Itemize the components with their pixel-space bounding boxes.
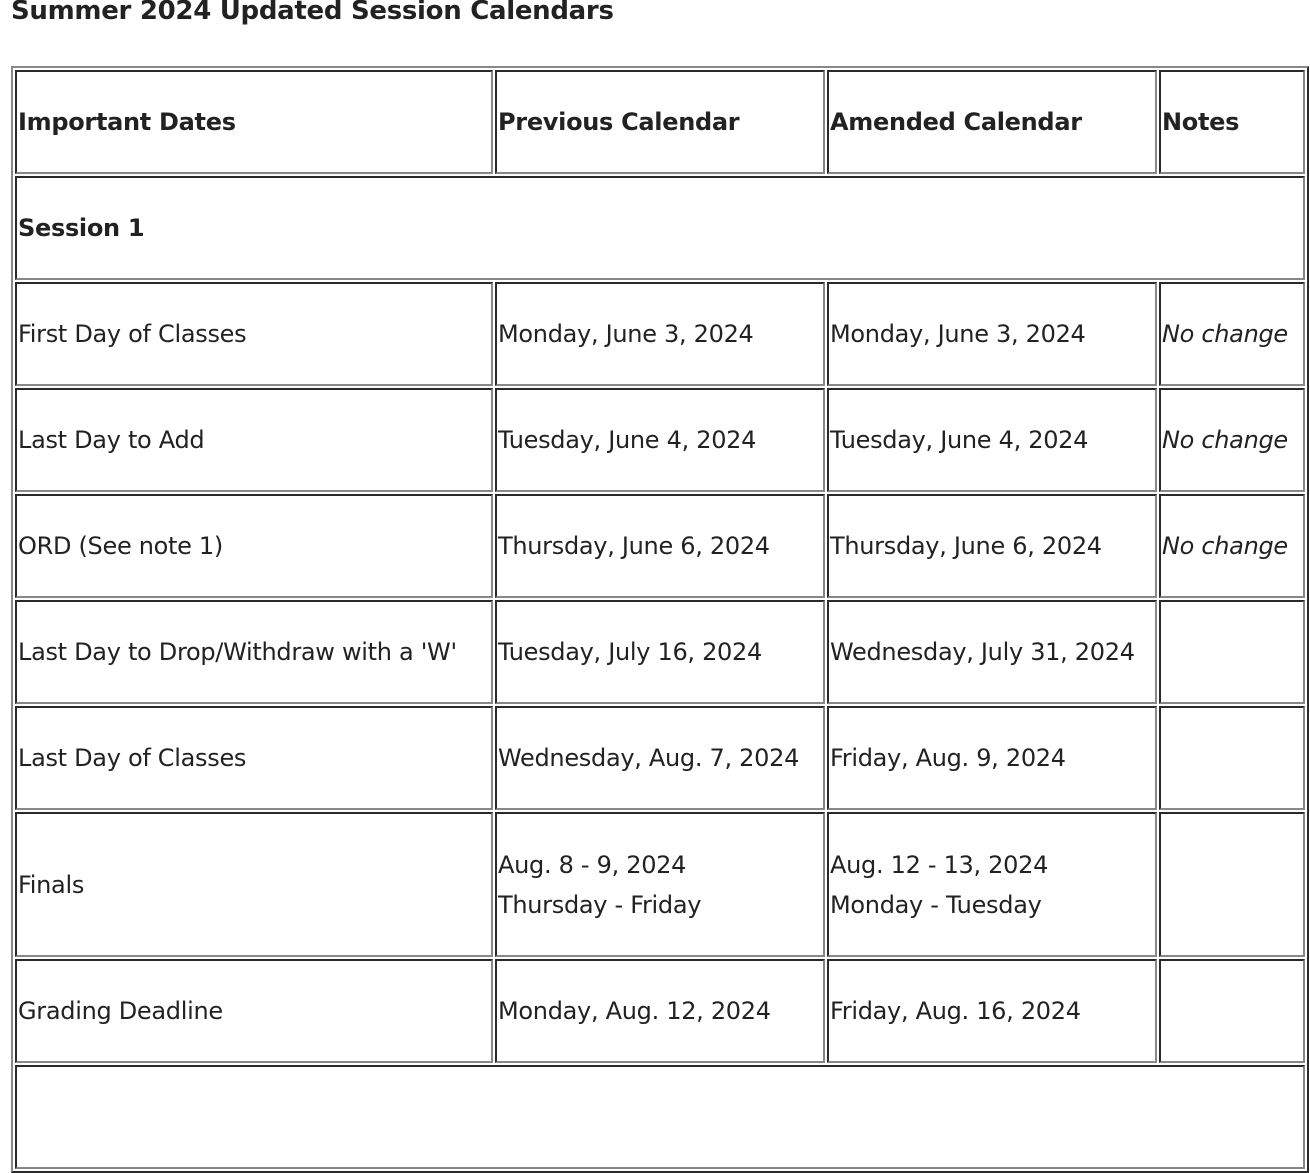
- previous-date: Tuesday, June 4, 2024: [495, 388, 825, 492]
- table-row: [15, 282, 1305, 386]
- row-label: Last Day of Classes: [15, 706, 493, 810]
- row-label: Last Day to Drop/Withdraw with a 'W': [15, 600, 493, 704]
- table-row: [15, 706, 1305, 810]
- amended-date: Monday, June 3, 2024: [827, 282, 1157, 386]
- note: No change: [1159, 494, 1305, 598]
- amended-date: Friday, Aug. 9, 2024: [827, 706, 1157, 810]
- amended-date: Tuesday, June 4, 2024: [827, 388, 1157, 492]
- row-label: Grading Deadline: [15, 959, 493, 1063]
- table-row: [15, 600, 1305, 704]
- table-header-row: [15, 70, 1305, 174]
- previous-finals-days: Thursday - Friday: [498, 890, 702, 919]
- previous-finals-dates: Aug. 8 - 9, 2024: [498, 850, 687, 879]
- session-label: Session 1: [15, 176, 1305, 280]
- session-calendar-table: [11, 66, 1309, 1173]
- amended-date: Wednesday, July 31, 2024: [827, 600, 1157, 704]
- previous-date: Monday, June 3, 2024: [495, 282, 825, 386]
- page-title: Summer 2024 Updated Session Calendars: [11, 0, 614, 26]
- amended-finals-days: Monday - Tuesday: [830, 890, 1042, 919]
- table-row: [15, 388, 1305, 492]
- table-row-grading: [15, 959, 1305, 1063]
- previous-date: Wednesday, Aug. 7, 2024: [495, 706, 825, 810]
- previous-date: Thursday, June 6, 2024: [495, 494, 825, 598]
- header-important-dates: Important Dates: [15, 70, 493, 174]
- next-row-cell: [15, 1065, 1305, 1169]
- previous-date: [495, 812, 825, 957]
- amended-finals-dates: Aug. 12 - 13, 2024: [830, 850, 1049, 879]
- session-row: [15, 176, 1305, 280]
- amended-date: Thursday, June 6, 2024: [827, 494, 1157, 598]
- note: [1159, 812, 1305, 957]
- row-label: First Day of Classes: [15, 282, 493, 386]
- note: [1159, 959, 1305, 1063]
- amended-date: [827, 812, 1157, 957]
- row-label: Finals: [15, 812, 493, 957]
- note: No change: [1159, 388, 1305, 492]
- table-row-finals: [15, 812, 1305, 957]
- table-row: [15, 494, 1305, 598]
- note: [1159, 706, 1305, 810]
- header-previous-calendar: Previous Calendar: [495, 70, 825, 174]
- note: [1159, 600, 1305, 704]
- amended-date: Friday, Aug. 16, 2024: [827, 959, 1157, 1063]
- table-row-partial: [15, 1065, 1305, 1169]
- previous-date: Monday, Aug. 12, 2024: [495, 959, 825, 1063]
- header-notes: Notes: [1159, 70, 1305, 174]
- row-label: Last Day to Add: [15, 388, 493, 492]
- header-amended-calendar: Amended Calendar: [827, 70, 1157, 174]
- previous-date: Tuesday, July 16, 2024: [495, 600, 825, 704]
- note: No change: [1159, 282, 1305, 386]
- row-label: ORD (See note 1): [15, 494, 493, 598]
